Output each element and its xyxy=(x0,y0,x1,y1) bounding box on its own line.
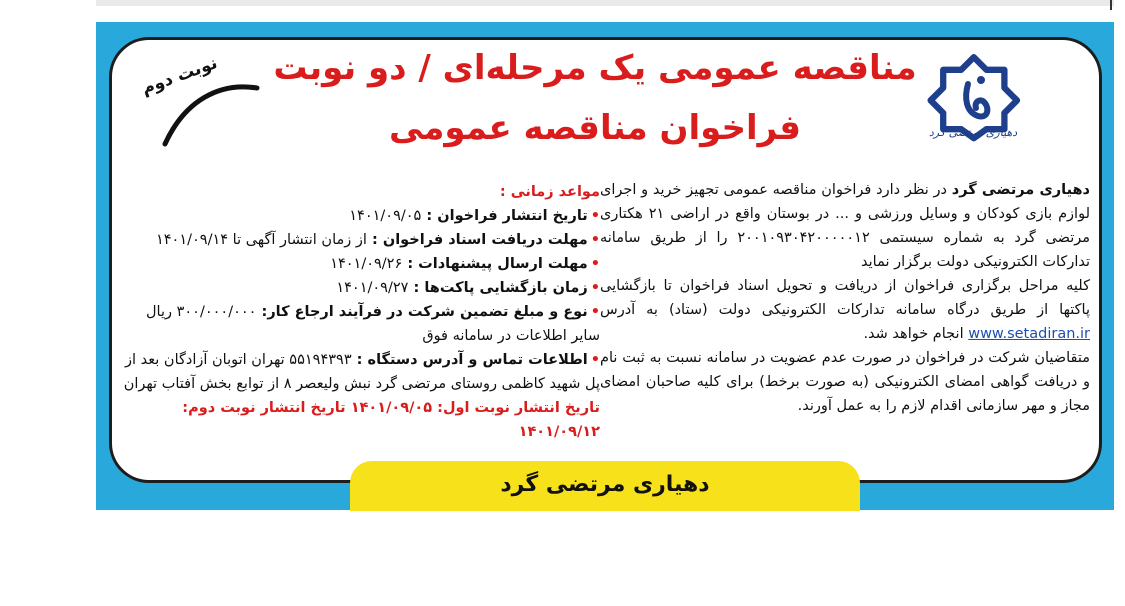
bullet-icon: • xyxy=(590,352,600,368)
schedule-item xyxy=(122,276,600,300)
bullet-icon: • xyxy=(590,208,600,224)
setadiran-link[interactable]: www.setadiran.ir xyxy=(968,326,1090,342)
schedule-value: از زمان انتشار آگهی تا ۱۴۰۱/۰۹/۱۴ xyxy=(155,232,367,248)
bullet-icon: • xyxy=(590,256,600,272)
notice-body xyxy=(600,178,1090,418)
bullet-icon: • xyxy=(590,232,600,248)
round-stamp-label: نوبت دوم xyxy=(138,53,221,99)
schedule-item xyxy=(122,204,600,228)
title-main: مناقصه عمومی یک مرحله‌ای / دو نوبت xyxy=(273,48,917,88)
schedule-value: ۳۰۰/۰۰۰/۰۰۰ ریال سایر اطلاعات در سامانه فوق xyxy=(145,304,600,344)
bullet-icon: • xyxy=(590,280,600,296)
schedule-item xyxy=(122,300,600,348)
title-sub: فراخوان مناقصه عمومی xyxy=(388,108,802,148)
procedure-text: کلیه مراحل برگزاری فراخوان از دریافت و تحویل اسناد فراخوان تا بازگشایی پاکتها از طریق درگاه سامانه تدارکات الکترونیکی دولت (ستاد) به آدرس xyxy=(600,278,1090,318)
schedule-value: ۱۴۰۱/۰۹/۲۶ xyxy=(330,256,403,272)
intro-paragraph xyxy=(600,178,1090,274)
schedule-value: ۱۴۰۱/۰۹/۰۵ xyxy=(349,208,422,224)
bullet-icon: • xyxy=(590,304,600,320)
schedule-label: مهلت دریافت اسناد فراخوان : xyxy=(366,232,588,248)
schedule-heading: مواعد زمانی : xyxy=(499,184,600,200)
registration-paragraph: متقاضیان شرکت در فراخوان در صورت عدم عضویت در سامانه نسبت به ثبت نام و دریافت گواهی امضای الکترونیکی (به صورت برخط) برای کلیه صاحبان امضای مجاز و مهر سازمانی اقدام لازم را به عمل آورند. xyxy=(600,350,1090,414)
logo-caption: دهیاری مرتضی گرد xyxy=(928,126,1018,139)
schedule-section xyxy=(122,180,600,444)
intro-text: در نظر دارد فراخوان مناقصه عمومی تجهیز خرید و اجرای لوازم بازی کودکان و وسایل ورزشی و ... در بوستان واقع در اراضی ۲۱ هکتاری مرتضی گرد به شماره سیستمی ۲۰۰۱۰۹۳۰۴۲۰۰۰۰۰۱۲ را از طریق سامانه تدارکات الکترونیکی دولت برگزار نماید xyxy=(600,182,1090,270)
schedule-label: زمان بازگشایی پاکت‌ها : xyxy=(408,280,588,296)
top-strip xyxy=(96,0,1114,6)
footer-banner: دهیاری مرتضی گرد xyxy=(350,461,860,511)
schedule-label: مهلت ارسال پیشنهادات : xyxy=(402,256,588,272)
schedule-label: اطلاعات تماس و آدرس دستگاه : xyxy=(351,352,588,368)
procedure-text-end: انجام خواهد شد. xyxy=(863,326,969,342)
schedule-item xyxy=(122,252,600,276)
schedule-label: تاریخ انتشار فراخوان : xyxy=(421,208,588,224)
schedule-item xyxy=(122,228,600,252)
intro-org: دهیاری مرتضی گرد xyxy=(951,182,1090,198)
schedule-item xyxy=(122,348,600,396)
schedule-label: نوع و مبلغ تضمین شرکت در فرآیند ارجاع کار: xyxy=(256,304,588,320)
procedure-paragraph xyxy=(600,274,1090,346)
top-marker xyxy=(1110,0,1112,10)
publish-dates: تاریخ انتشار نوبت اول: ۱۴۰۱/۰۹/۰۵ تاریخ انتشار نوبت دوم: ۱۴۰۱/۰۹/۱۲ xyxy=(182,400,600,440)
schedule-value: ۱۴۰۱/۰۹/۲۷ xyxy=(336,280,409,296)
schedule-value: ۵۵۱۹۴۳۹۳ تهران اتوبان آزادگان بعد از پل شهید کاظمی روستای مرتضی گرد نبش ولیعصر ۸ از توابع بخش آفتاب تهران xyxy=(123,352,600,392)
